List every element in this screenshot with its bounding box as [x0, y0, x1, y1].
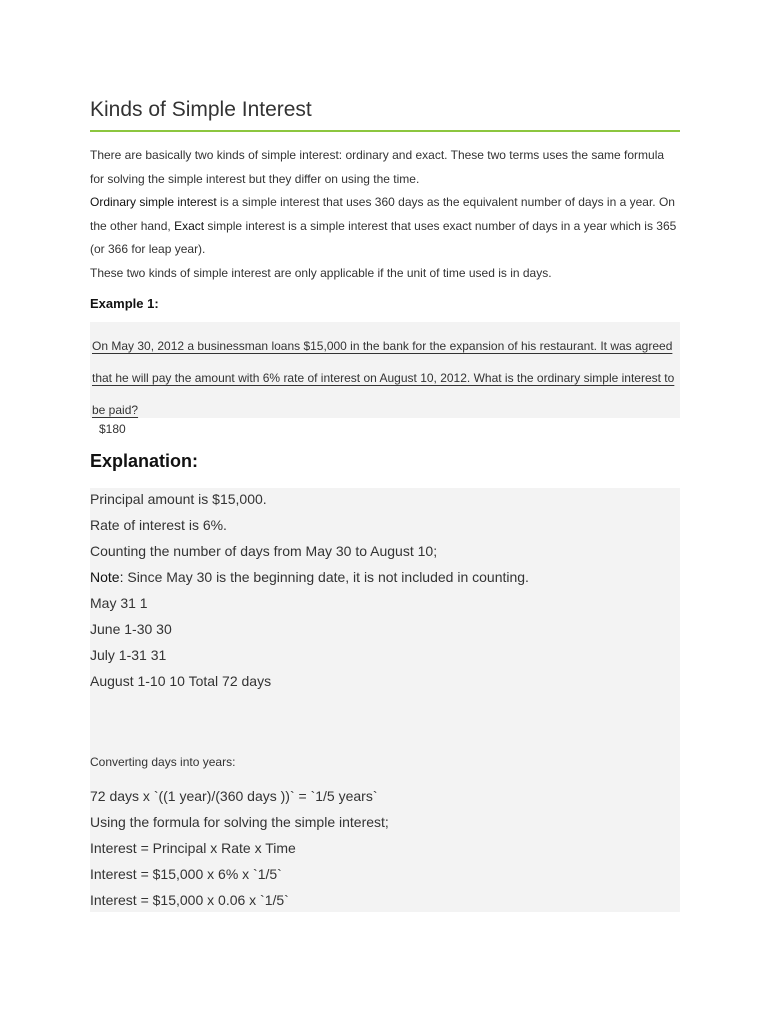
exact-definition: simple interest is a simple interest that uses exact number of days in a year which is 365 (or 366 for leap year). — [90, 218, 677, 256]
explanation-heading: Explanation: — [90, 451, 199, 471]
ordinary-term: Ordinary simple interest — [90, 195, 217, 209]
may-days-line: May 31 1 — [90, 595, 148, 611]
applicability-paragraph: These two kinds of simple interest are only applicable if the unit of time used is in days. — [90, 265, 552, 280]
interest-formula-line: Interest = Principal x Rate x Time — [90, 840, 296, 856]
june-days-line: June 1-30 30 — [90, 621, 172, 637]
principal-line: Principal amount is $15,000. — [90, 491, 267, 507]
title-underline-rule — [90, 130, 680, 132]
days-to-years-formula: 72 days x `((1 year)/(360 days ))` = `1/5 years` — [90, 788, 378, 804]
example-question: On May 30, 2012 a businessman loans $15,000 in the bank for the expansion of his restaurant. It was agreed that he will pay the amount with 6% rate of interest on August 10, 2012. What is the ordinary simple interest to be paid? — [92, 339, 675, 417]
intro-paragraph: There are basically two kinds of simple interest: ordinary and exact. These two terms uses the same formula for solving the simple interest but they differ on using the time. — [90, 148, 665, 186]
example-heading: Example 1: — [90, 296, 159, 311]
rate-line: Rate of interest is 6%. — [90, 517, 227, 533]
interest-step2-line: Interest = $15,000 x 0.06 x `1/5` — [90, 892, 289, 908]
intro-section — [90, 144, 680, 285]
example-answer: $180 — [99, 422, 126, 436]
august-days-line: August 1-10 10 Total 72 days — [90, 673, 272, 689]
ordinary-definition: is a simple interest that uses 360 days as the equivalent number of days in a year. On the other hand, — [90, 195, 675, 233]
definitions-paragraph — [90, 191, 680, 262]
converting-line: Converting days into years: — [90, 755, 236, 769]
question-panel — [90, 322, 680, 418]
page-title: Kinds of Simple Interest — [90, 98, 312, 121]
july-days-line: July 1-31 31 — [90, 647, 167, 663]
interest-step1-line: Interest = $15,000 x 6% x `1/5` — [90, 866, 282, 882]
note-label: Note: — [90, 569, 124, 585]
exact-term: Exact — [174, 218, 205, 233]
using-formula-line: Using the formula for solving the simple interest; — [90, 814, 389, 830]
note-text: Since May 30 is the beginning date, it is not included in counting. — [123, 569, 529, 585]
note-line — [90, 569, 529, 585]
explanation-panel — [90, 488, 680, 912]
counting-line: Counting the number of days from May 30 to August 10; — [90, 543, 438, 559]
